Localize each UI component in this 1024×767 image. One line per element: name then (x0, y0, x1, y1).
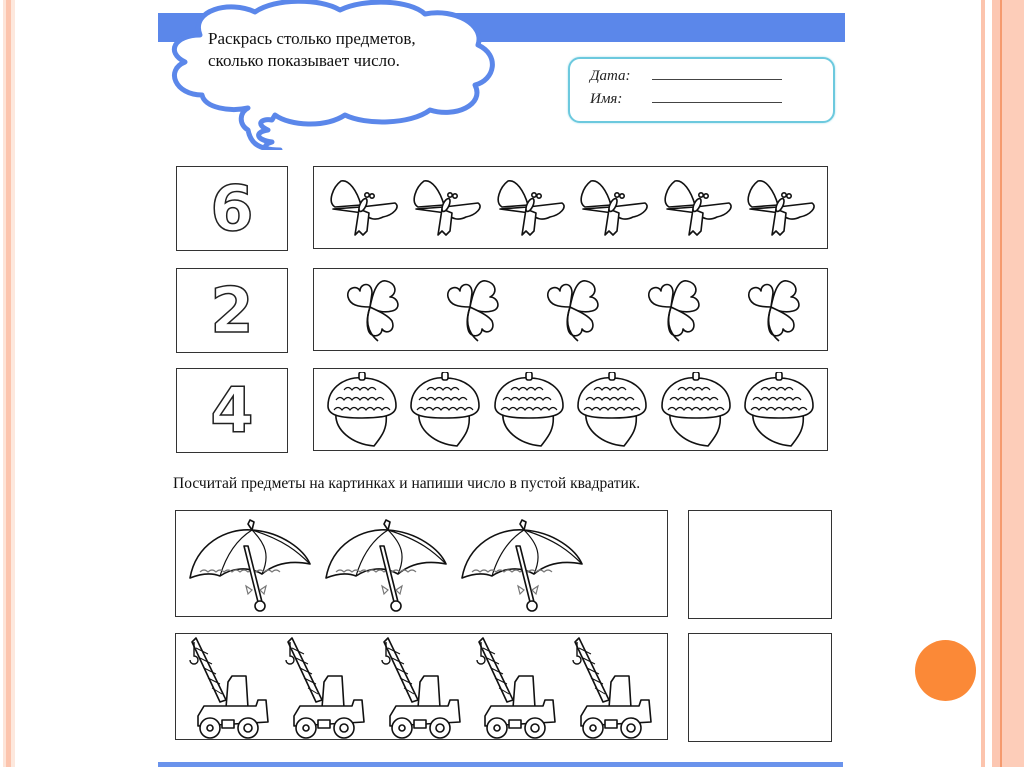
clover-picture-icon[interactable] (633, 275, 709, 345)
date-name-box (568, 57, 835, 123)
acorn-picture-icon[interactable] (572, 372, 652, 448)
umbrella-picture-icon[interactable] (186, 516, 314, 612)
clover-picture-icon[interactable] (733, 275, 809, 345)
date-label: Дата: (590, 68, 631, 84)
crane-picture-icon[interactable] (569, 634, 655, 740)
butterfly-picture-icon[interactable] (490, 177, 568, 239)
right-stripe-thin (981, 0, 985, 767)
butterfly-picture-icon[interactable] (740, 177, 818, 239)
name-row (590, 90, 782, 108)
cloud-text-line1: Раскрась столько предметов, (208, 29, 416, 48)
crane-picture-icon[interactable] (473, 634, 559, 740)
picture-row-clovers (313, 268, 828, 351)
picture-row-umbrellas (175, 510, 668, 617)
number-box (176, 368, 288, 453)
acorn-picture-icon[interactable] (739, 372, 819, 448)
number-box (176, 268, 288, 353)
clover-picture-icon[interactable] (332, 275, 408, 345)
umbrella-picture-icon[interactable] (458, 516, 586, 612)
crane-picture-icon[interactable] (282, 634, 368, 740)
name-label: Имя: (590, 91, 623, 107)
count-instruction: Посчитай предметы на картинках и напиши число в пустой квадратик. (173, 475, 641, 492)
answer-box-cranes[interactable] (688, 633, 832, 742)
date-field[interactable] (652, 67, 782, 80)
umbrella-picture-icon[interactable] (322, 516, 450, 612)
clover-picture-icon[interactable] (432, 275, 508, 345)
acorn-picture-icon[interactable] (489, 372, 569, 448)
picture-row-butterflies (313, 166, 828, 249)
crane-picture-icon[interactable] (186, 634, 272, 740)
butterfly-picture-icon[interactable] (406, 177, 484, 239)
left-stripe-light (11, 0, 15, 767)
orange-circle-icon (915, 640, 976, 701)
worksheet (150, 0, 850, 767)
picture-row-acorns (313, 368, 828, 451)
butterfly-picture-icon[interactable] (573, 177, 651, 239)
outlined-number: 6 (210, 171, 254, 245)
outlined-number: 4 (210, 373, 254, 447)
date-row (590, 67, 782, 85)
answer-box-umbrellas[interactable] (688, 510, 832, 619)
name-field[interactable] (652, 90, 782, 103)
clover-picture-icon[interactable] (532, 275, 608, 345)
footer-bar (158, 762, 843, 767)
task-instruction-cloud (208, 28, 508, 72)
outlined-number: 2 (210, 273, 254, 347)
acorn-picture-icon[interactable] (322, 372, 402, 448)
crane-picture-icon[interactable] (378, 634, 464, 740)
speech-cloud-icon (160, 0, 500, 150)
number-box (176, 166, 288, 251)
butterfly-picture-icon[interactable] (657, 177, 735, 239)
cloud-text-line2: сколько показывает число. (208, 51, 400, 70)
right-stripe-wide (1002, 0, 1024, 767)
acorn-picture-icon[interactable] (656, 372, 736, 448)
acorn-picture-icon[interactable] (405, 372, 485, 448)
picture-row-cranes (175, 633, 668, 740)
right-stripe-line (1000, 0, 1002, 767)
butterfly-picture-icon[interactable] (323, 177, 401, 239)
